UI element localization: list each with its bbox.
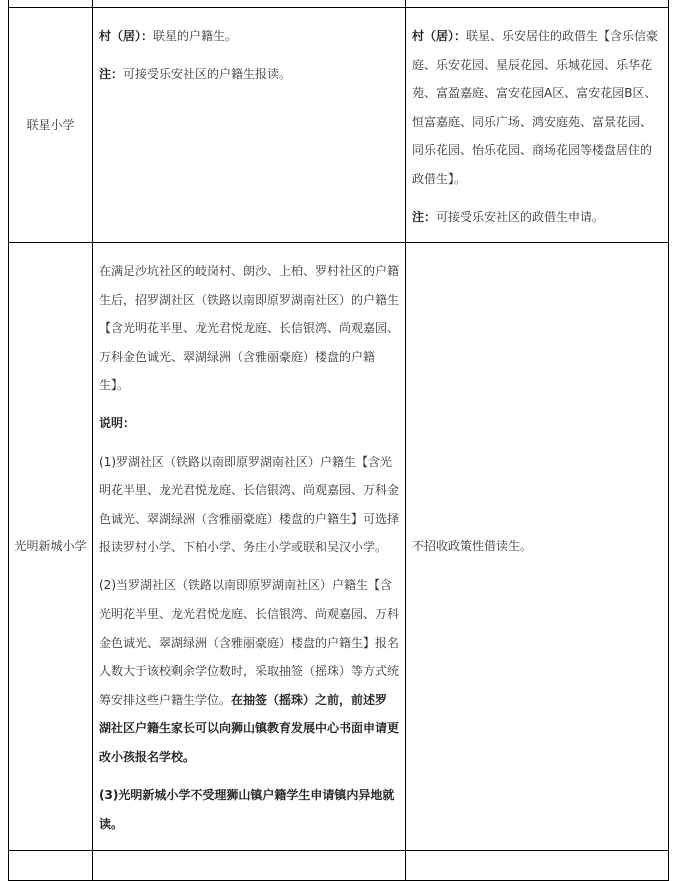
bold-text: 村（居）： [412,29,467,43]
paragraphs [412,8,662,242]
bold-text: 在抽签（摇珠）之前，前述罗湖社区户籍生家长可以向狮山镇教育发展中心书面申请更改小孩报名学校。 [99,692,400,764]
table-row [9,8,669,243]
bold-text: 注： [412,210,437,225]
text: (1)罗湖社区（铁路以南即原罗湖南社区）户籍生【含光明花半里、龙光君悦龙庭、长信银湾、尚观嘉园、万科金色诚光、翠湖绿洲（含雅丽豪庭）楼盘的户籍生】可选择报读罗村小学、下柏小学、务庄小学或联和吴汉小学。 [99,454,400,555]
paragraph [99,22,399,51]
paragraph [99,448,399,562]
cell [9,0,93,8]
bold-text: 说明： [99,416,136,431]
cell [93,851,406,881]
paragraphs [99,8,399,99]
paragraph [99,60,399,89]
paragraph [412,22,662,194]
text: 可接受乐安社区的户籍生报读。 [123,67,292,82]
school-name: 联星小学 [9,8,93,243]
paragraphs [99,243,399,848]
text: 可接受乐安社区的政借生申请。 [436,210,605,225]
household-cell [93,243,406,851]
paragraph [99,409,399,438]
policy-cell [406,8,669,243]
paragraph [99,781,399,838]
text: 在满足沙坑社区的岐岗村、朗沙、上柏、罗村社区的户籍生后，招罗湖社区（铁路以南即原罗湖南社区）的户籍生【含光明花半里、龙光君悦龙庭、长信银湾、尚观嘉园、万科金色诚光、翠湖绿洲（含雅丽豪庭）楼盘的户籍生】。 [99,264,400,393]
bold-text: 注： [99,67,124,82]
paragraph [99,257,399,400]
text: 联星、乐安居住的政借生【含乐信豪庭、乐安花园、星辰花园、乐城花园、乐华花苑、富盈嘉庭、富安花园A区、富安花园B区、恒富嘉庭、同乐广场、鸿安庭苑、富景花园、同乐花园、怡乐花园、商场花园等楼盘居住的政借生】。 [412,29,659,186]
cell [406,0,669,8]
school-enrollment-table [8,0,669,881]
bold-text: (3)光明新城小学不受理狮山镇户籍学生申请镇内异地就读。 [99,788,395,831]
cell [93,0,406,8]
table-row-previous [9,0,669,8]
paragraph [412,203,662,232]
paragraph [99,571,399,771]
cell [9,851,93,881]
bold-text: 村（居）： [99,29,154,43]
text: 联星的户籍生。 [153,29,238,43]
household-cell [93,8,406,243]
table-row-next [9,851,669,881]
table-row [9,243,669,851]
text: (2)当罗湖社区（铁路以南即原罗湖南社区）户籍生【含光明花半里、龙光君悦龙庭、长信银湾、尚观嘉园、万科金色诚光、翠湖绿洲（含雅丽豪庭）楼盘的户籍生】报名人数大于该校剩余学位数时，采取抽签（摇珠）等方式统筹安排这些户籍生学位。 [99,578,400,707]
policy-cell: 不招收政策性借读生。 [406,243,669,851]
cell [406,851,669,881]
school-name: 光明新城小学 [9,243,93,851]
